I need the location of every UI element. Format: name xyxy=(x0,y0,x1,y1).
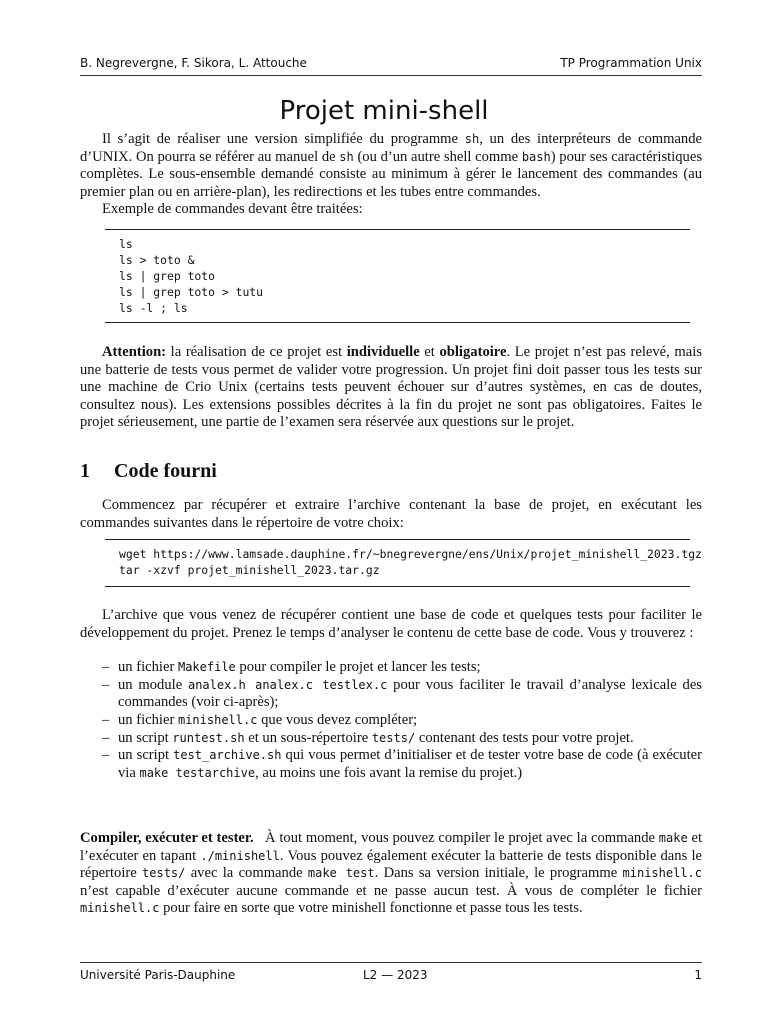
footer-university: Université Paris-Dauphine xyxy=(80,968,236,982)
section1-paragraph: Commencez par récupérer et extraire l’archive contenant la base de projet, en exécutant les commandes suivantes dans le répertoire de votre choix: xyxy=(80,497,702,531)
footer-year: L2 — 2023 xyxy=(363,968,428,982)
code-line: tar -xzvf projet_minishell_2023.tar.gz xyxy=(119,563,380,577)
list-item: – un fichier minishell.c que vous devez compléter; xyxy=(80,712,702,730)
code-line: ls xyxy=(119,237,133,251)
list-item: – un module analex.h analex.c testlex.c pour vous faciliter le travail d’analyse lexicale des commandes (voir ci-après); xyxy=(80,677,702,712)
footer-divider xyxy=(80,962,702,963)
compile-section xyxy=(80,830,702,918)
list-item: – un fichier Makefile pour compiler le projet et lancer les tests; xyxy=(80,659,702,677)
compile-paragraph: Compiler, exécuter et tester. À tout moment, vous pouvez compiler le projet avec la commande make et l’exécuter en tapant ./minishell. Vous pouvez également exécuter la batterie de tests disponible dans le répertoire tests/ avec la commande make test. Dans sa version initiale, le programme minishell.c n’est capable d’exécuter aucune commande et ne passe aucun test. À vous de compléter le fichier minishell.c pour faire en sorte que votre minishell fonctionne et passe tous les tests. xyxy=(80,830,702,917)
header-course: TP Programmation Unix xyxy=(560,56,702,70)
code-line: ls | grep toto > tutu xyxy=(119,285,264,299)
code-line: ls | grep toto xyxy=(119,269,216,283)
list-item: – un script test_archive.sh qui vous permet d’initialiser et de tester votre base de code (à exécuter via make testarchive, au moins une fois avant la remise du projet.) xyxy=(80,747,702,782)
document-title: Projet mini-shell xyxy=(279,96,489,126)
archive-contents-list xyxy=(80,659,702,782)
header-authors: B. Negrevergne, F. Sikora, L. Attouche xyxy=(80,56,307,70)
code-line: wget https://www.lamsade.dauphine.fr/~bnegrevergne/ens/Unix/projet_minishell_2023.tgz xyxy=(119,547,702,561)
code-line: ls -l ; ls xyxy=(119,301,188,315)
intro-section xyxy=(80,131,702,219)
example-commands-block xyxy=(105,229,690,323)
list-item: – un script runtest.sh et un sous-répertoire tests/ contenant des tests pour votre projet. xyxy=(80,730,702,748)
intro-paragraph: Il s’agit de réaliser une version simplifiée du programme sh, un des interpréteurs de commande d’UNIX. On pourra se référer au manuel de sh (ou d’un autre shell comme bash) pour ses caractéristiques complètes. Le sous-ensemble demandé consiste au minimum à gérer le lancement des commandes (au premier plan ou en arrière-plan), les redirections et les tubes entre commandes. xyxy=(80,131,703,200)
section-title: Code fourni xyxy=(114,460,217,482)
page-header xyxy=(80,56,702,70)
code-line: ls > toto & xyxy=(119,253,195,267)
attention-section xyxy=(80,344,702,432)
section-heading xyxy=(80,460,217,483)
attention-paragraph: Attention: la réalisation de ce projet est individuelle et obligatoire. Le projet n’est pas relevé, mais une batterie de tests vous permet de valider votre progression. Un projet fini doit passer tous les tests sur une machine de Crio Unix (certains tests peuvent échouer sur d’autres systèmes, en cas de doutes, consultez nous). Les extensions possibles décrites à la fin du projet ne sont pas obligatoires. Faites le projet sérieusement, une partie de l’examen sera réservée aux questions sur le projet. xyxy=(80,344,702,431)
download-commands-block xyxy=(105,539,702,587)
archive-section xyxy=(80,607,702,782)
archive-paragraph: L’archive que vous venez de récupérer contient une base de code et quelques tests pour faciliter le développement du projet. Prenez le temps d’analyser le contenu de cette base de code. Vous y trouverez : xyxy=(80,607,702,641)
intro-example-label: Exemple de commandes devant être traitées: xyxy=(102,201,363,218)
header-divider xyxy=(80,75,702,76)
page-number: 1 xyxy=(694,968,702,982)
section-number: 1 xyxy=(80,460,90,482)
section1-intro xyxy=(80,497,702,532)
